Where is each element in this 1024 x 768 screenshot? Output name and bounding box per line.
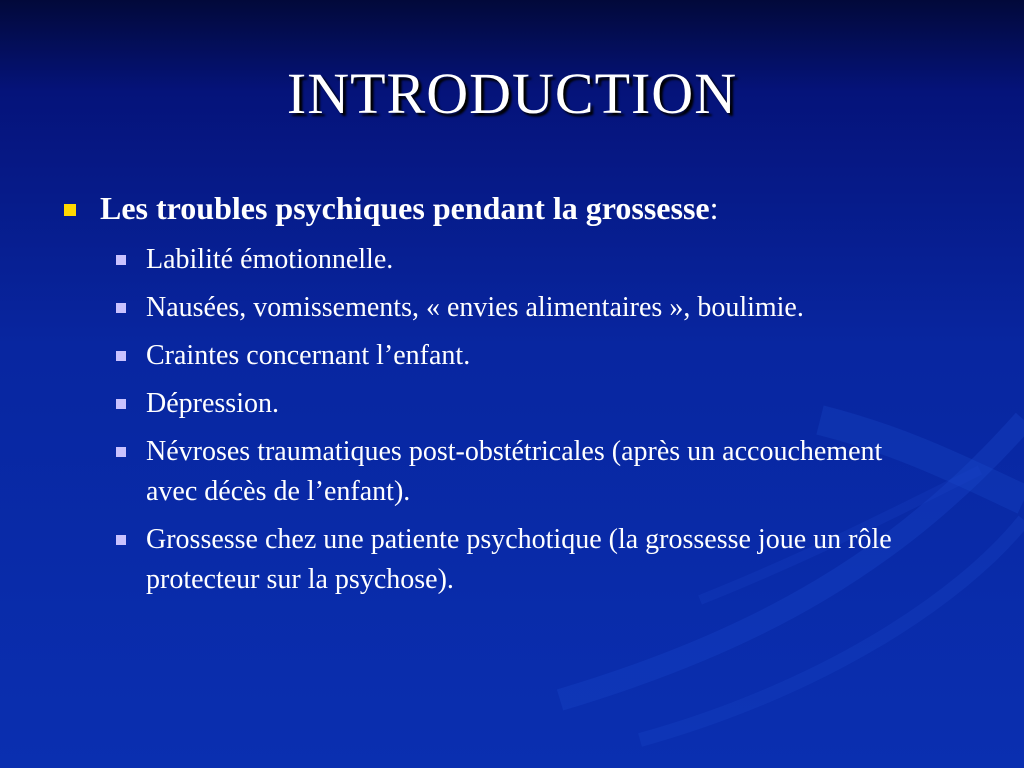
- square-bullet-icon: [116, 399, 126, 409]
- main-bullet-point: [62, 186, 962, 230]
- slide-title: INTRODUCTION: [286, 61, 738, 126]
- slide-content: [62, 186, 962, 608]
- main-bullet-colon: :: [709, 190, 719, 226]
- list-item-text: Labilité émotionnelle.: [146, 244, 394, 275]
- square-bullet-icon: [116, 351, 126, 361]
- list-item: [108, 240, 906, 280]
- square-bullet-icon: [116, 535, 126, 545]
- list-item: [108, 288, 906, 328]
- list-item-text: Craintes concernant l’enfant.: [146, 340, 471, 371]
- list-item: [108, 336, 906, 376]
- square-bullet-icon: [116, 447, 126, 457]
- main-bullet-text: Les troubles psychiques pendant la grossesse: [100, 190, 710, 226]
- list-item: [108, 520, 906, 600]
- square-bullet-icon: [64, 204, 76, 216]
- list-item-text: Grossesse chez une patiente psychotique (la grossesse joue un rôle protecteur sur la psychose).: [146, 524, 892, 595]
- list-item-text: Dépression.: [146, 388, 279, 419]
- list-item: [108, 432, 906, 512]
- list-item: [108, 384, 906, 424]
- list-item-text: Nausées, vomissements, « envies alimentaires », boulimie.: [146, 292, 804, 323]
- sub-bullet-list: [62, 240, 962, 600]
- square-bullet-icon: [116, 255, 126, 265]
- square-bullet-icon: [116, 303, 126, 313]
- list-item-text: Névroses traumatiques post-obstétricales (après un accouchement avec décès de l’enfant).: [146, 436, 883, 507]
